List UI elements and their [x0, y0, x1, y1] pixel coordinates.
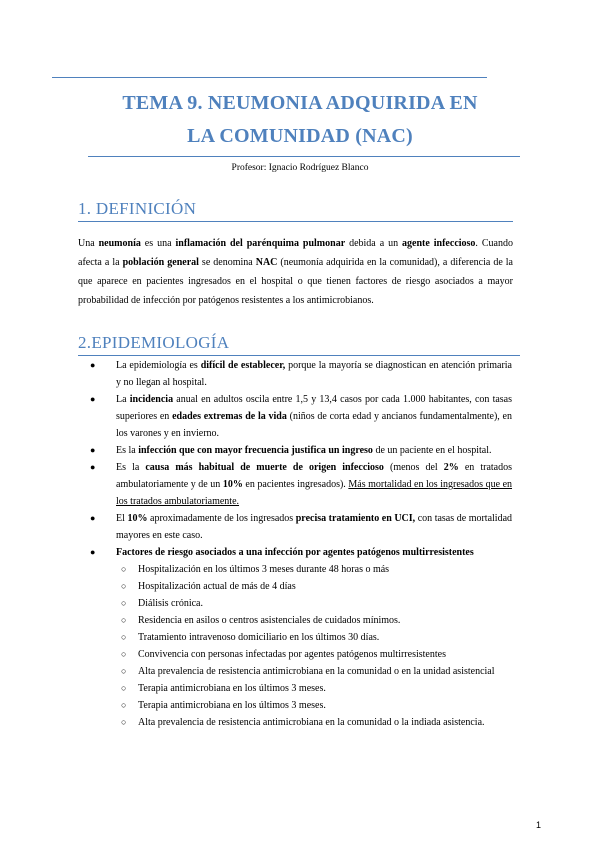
- definition-text: Una: [78, 238, 99, 249]
- definition-text: (neumonía adquirida en la comunidad), a diferencia de la que aparece en pacientes ingresados en el hospital o que tienen factores de riesgo asociados a mayor probabilidad de infección por patógenos resistentes a los antimicrobianos.: [78, 257, 513, 306]
- author-line: Profesor: Ignacio Rodríguez Blanco: [231, 163, 369, 173]
- list-item-text: (menos del: [383, 462, 444, 473]
- sub-bullet-icon: ○: [121, 683, 127, 693]
- title-bottom-rule: [88, 156, 520, 157]
- list-item-emphasis: causa más habitual de muerte de origen infeccioso: [145, 462, 384, 473]
- sub-bullet-icon: ○: [121, 717, 127, 727]
- sub-bullet-icon: ○: [121, 598, 127, 608]
- list-item-emphasis: infección que con mayor frecuencia justifica un ingreso: [138, 445, 373, 456]
- definition-term: inflamación del parénquima pulmonar: [175, 238, 346, 249]
- risk-factor-item: [108, 697, 512, 714]
- list-item-text: (niños de corta edad y ancianos fundamentalmente), en los varones y en invierno.: [116, 411, 512, 439]
- definition-text: debida a un: [345, 238, 403, 249]
- list-item: [78, 442, 512, 459]
- list-item-emphasis: incidencia: [129, 394, 174, 405]
- definition-text: se denomina: [198, 257, 256, 268]
- risk-factor-text: Diálisis crónica.: [138, 598, 203, 609]
- list-item-text: porque la mayoría se diagnostican en atención primaria y no llegan al hospital.: [116, 360, 512, 388]
- definition-term: NAC: [255, 257, 278, 268]
- list-item-text: Es la: [116, 445, 139, 456]
- definition-text: es una: [140, 238, 176, 249]
- list-item: [78, 510, 512, 544]
- list-item-text: aproximadamente de los ingresados: [147, 513, 296, 524]
- risk-factor-item: [108, 714, 512, 731]
- risk-factor-text: Hospitalización en los últimos 3 meses durante 48 horas o más: [138, 564, 390, 575]
- risk-factor-item: [108, 646, 512, 663]
- bullet-icon: ●: [90, 445, 96, 455]
- definition-term: población general: [122, 257, 199, 268]
- risk-factor-text: Residencia en asilos o centros asistenciales de cuidados mínimos.: [138, 615, 401, 626]
- list-item-text: anual en adultos oscila entre 1,5 y 13,4 casos por cada 1.000 habitantes, con tasas superiores en: [116, 394, 513, 422]
- page-title-line-2: LA COMUNIDAD (NAC): [187, 125, 413, 147]
- list-item-emphasis: difícil de establecer,: [200, 360, 286, 371]
- title-top-rule: [52, 77, 487, 78]
- risk-factor-list: [108, 561, 512, 731]
- list-item-text: Es la: [116, 462, 146, 473]
- list-item: [78, 391, 512, 442]
- list-item-text: en pacientes ingresados).: [242, 479, 349, 490]
- risk-factor-text: Tratamiento intravenoso domiciliario en los últimos 30 días.: [138, 632, 380, 643]
- definition-term: agente infeccioso: [402, 238, 476, 249]
- definition-term: neumonía: [98, 238, 141, 249]
- list-item: [78, 357, 512, 391]
- risk-factor-text: Hospitalización actual de más de 4 días: [138, 581, 296, 592]
- section-rule-epidemiologia: [78, 355, 520, 356]
- bullet-icon: ●: [90, 513, 96, 523]
- list-item-emphasis: 10%: [222, 479, 243, 490]
- section-heading-epidemiologia: 2.EPIDEMIOLOGÍA: [78, 333, 230, 352]
- sub-bullet-icon: ○: [121, 615, 127, 625]
- risk-factor-text: Alta prevalencia de resistencia antimicrobiana en la comunidad o en la unidad asistencial: [138, 666, 495, 677]
- section-rule-definicion: [78, 221, 513, 222]
- list-item-emphasis: Factores de riesgo asociados a una infección por agentes patógenos multirresistentes: [116, 547, 474, 558]
- risk-factor-item: [108, 595, 512, 612]
- list-item-text: La epidemiología es: [116, 360, 201, 371]
- risk-factor-item: [108, 629, 512, 646]
- sub-bullet-icon: ○: [121, 649, 127, 659]
- definition-text: . Cuando afecta a la: [78, 238, 513, 268]
- list-item-text: El: [116, 513, 128, 524]
- risk-factor-item: [108, 561, 512, 578]
- risk-factor-item: [108, 578, 512, 595]
- epidemiology-list: [78, 357, 512, 731]
- list-item-text: con tasas de mortalidad mayores en este caso.: [116, 513, 513, 541]
- sub-bullet-icon: ○: [121, 666, 127, 676]
- risk-factor-text: Convivencia con personas infectadas por agentes patógenos multirresistentes: [138, 649, 446, 660]
- list-item-text: en tratados ambulatoriamente y de un: [116, 462, 513, 490]
- risk-factor-text: Terapia antimicrobiana en los últimos 3 meses.: [138, 700, 326, 711]
- list-item-emphasis: precisa tratamiento en UCI,: [295, 513, 416, 524]
- risk-factor-text: Alta prevalencia de resistencia antimicrobiana en la comunidad o la indiada asistencia.: [138, 717, 485, 728]
- list-item-emphasis: 10%: [127, 513, 148, 524]
- sub-bullet-icon: ○: [121, 700, 127, 710]
- list-item-text: La: [116, 394, 130, 405]
- list-item-emphasis: 2%: [443, 462, 459, 473]
- page-number: 1: [536, 820, 542, 830]
- sub-bullet-icon: ○: [121, 581, 127, 591]
- bullet-icon: ●: [90, 462, 96, 472]
- bullet-icon: ●: [90, 360, 96, 370]
- sub-bullet-icon: ○: [121, 564, 127, 574]
- list-item: [78, 544, 512, 731]
- sub-bullet-icon: ○: [121, 632, 127, 642]
- list-item-text: de un paciente en el hospital.: [372, 445, 492, 456]
- bullet-icon: ●: [90, 547, 96, 557]
- definition-paragraph: [78, 234, 513, 310]
- risk-factor-item: [108, 612, 512, 629]
- list-item: [78, 459, 512, 510]
- list-item-emphasis: edades extremas de la vida: [172, 411, 287, 422]
- section-heading-definicion: 1. DEFINICIÓN: [78, 199, 197, 218]
- list-item-underlined: Más mortalidad en los ingresados que en los tratados ambulatoriamente.: [116, 479, 513, 507]
- risk-factor-item: [108, 680, 512, 697]
- risk-factor-item: [108, 663, 512, 680]
- bullet-icon: ●: [90, 394, 96, 404]
- risk-factor-text: Terapia antimicrobiana en los últimos 3 meses.: [138, 683, 326, 694]
- page-title-line-1: TEMA 9. NEUMONIA ADQUIRIDA EN: [122, 92, 478, 114]
